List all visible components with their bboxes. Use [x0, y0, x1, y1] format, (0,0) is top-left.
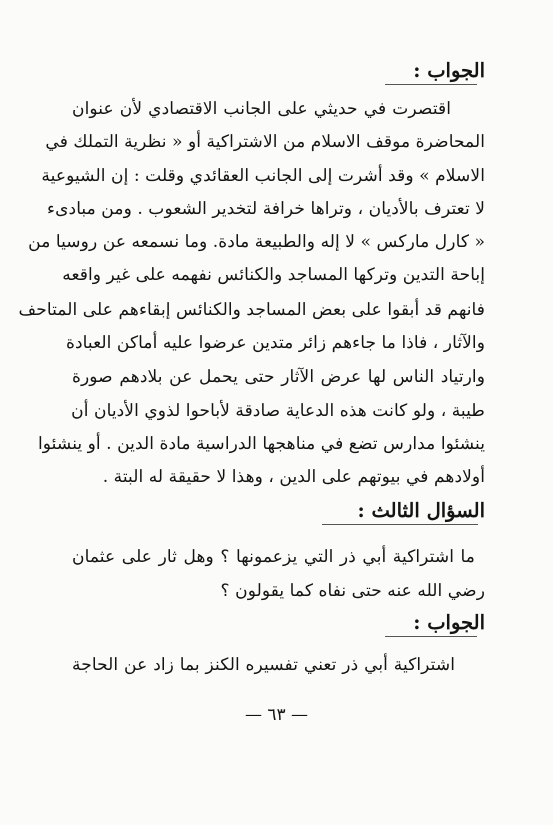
text-line: إباحة التدين وتركها المساجد والكنائس نفهمه على غير واقعه [62, 265, 485, 285]
text-line: اشتراكية أبي ذر تعني تفسيره الكنز بما زاد عن الحاجة [72, 655, 455, 675]
heading-underline-3 [385, 636, 477, 637]
page-number-dash-right: — [244, 705, 268, 725]
text-line: « كارل ماركس » لا إله والطبيعة مادة. وما نسمعه عن روسيا من [28, 232, 485, 252]
answer-heading-2: الجواب : [413, 611, 485, 634]
page-number-value: ٦٣ [267, 705, 286, 725]
answer-heading-1: الجواب : [413, 59, 485, 82]
text-line: طيبة ، ولو كانت هذه الدعاية صادقة لأباحوا لذوي الأديان أن [71, 401, 485, 421]
question-heading: السؤال الثالث : [357, 499, 485, 522]
text-line: ينشئوا مدارس تضع في مناهجها الدراسية مادة الدين . أو ينشئوا [38, 434, 485, 454]
heading-underline-2 [322, 524, 478, 525]
text-line: وارتياد الناس لها عرض الآثار حتى يحمل عن بلادهم صورة [72, 367, 485, 387]
text-line: ما اشتراكية أبي ذر التي يزعمونها ؟ وهل ثار على عثمان [72, 547, 475, 567]
heading-underline-1 [385, 84, 477, 85]
text-line: الاسلام » وقد أشرت إلى الجانب العقائدي وقلت : إن الشيوعية [41, 166, 485, 186]
text-line: رضي الله عنه حتى نفاه كما يقولون ؟ [220, 581, 485, 601]
text-line: اقتصرت في حديثي على الجانب الاقتصادي لأن عنوان [72, 99, 451, 119]
text-line: المحاضرة موقف الاسلام من الاشتراكية أو « نظرية التملك في [45, 132, 485, 152]
page-number [0, 703, 553, 727]
page-number-dash-left: — [285, 705, 309, 725]
text-line: والآثار ، فاذا ما جاءهم زائر متدين عرضوا عليه أماكن العبادة [66, 333, 485, 353]
text-line: لا تعترف بالأديان ، وتراها خرافة لتخدير الشعوب . ومن مبادىء [47, 199, 485, 219]
text-line: أولادهم في بيوتهم على الدين ، وهذا لا حقيقة له البتة . [102, 467, 485, 487]
text-line: فانهم قد أبقوا على بعض المساجد والكنائس إبقاءهم على المتاحف [18, 300, 485, 320]
